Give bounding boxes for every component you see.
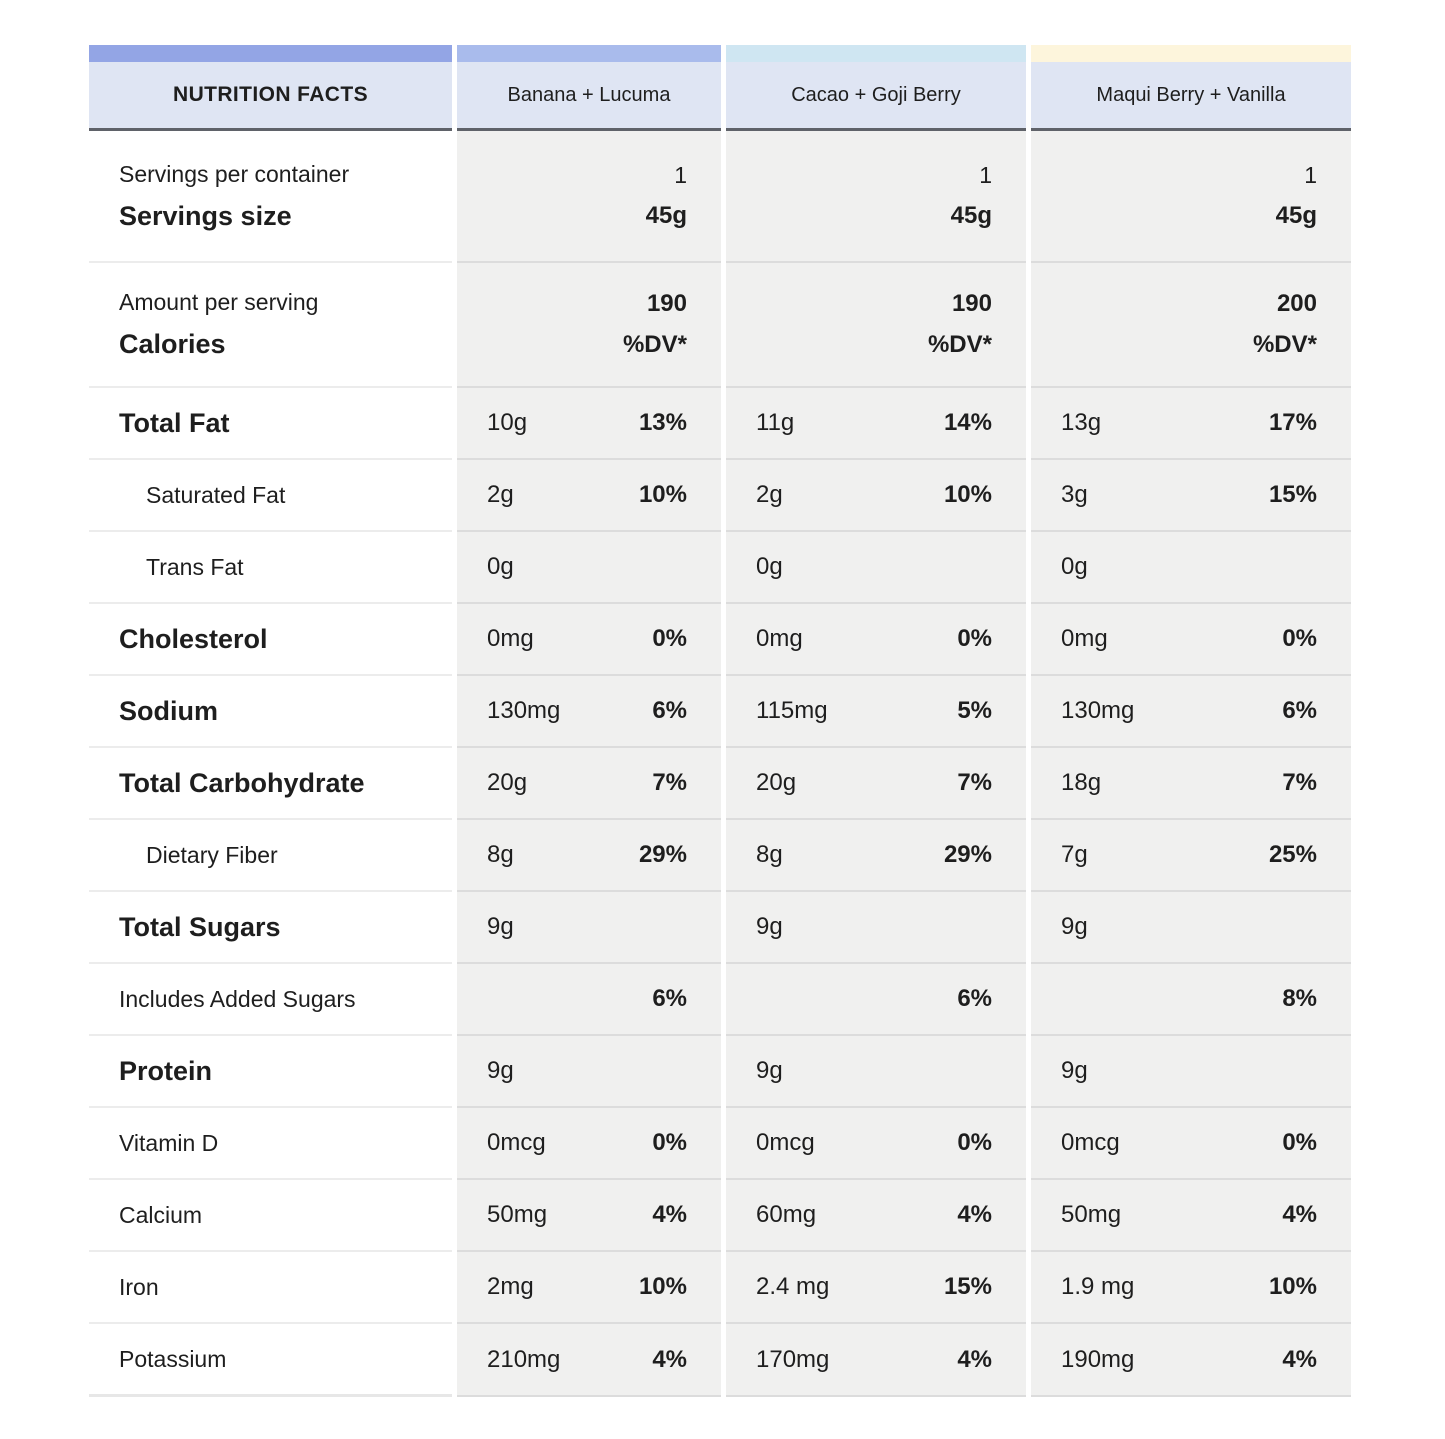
serving-count: 1 xyxy=(979,162,992,188)
nutrient-label: Includes Added Sugars xyxy=(89,962,452,1034)
amount-value: 130mg xyxy=(1061,697,1135,724)
servings-cell xyxy=(457,131,721,261)
nutrient-rows xyxy=(89,386,1351,1397)
nutrient-row xyxy=(89,962,1351,1034)
dv-value: 4% xyxy=(957,1345,992,1373)
amount-value: 1.9 mg xyxy=(1061,1273,1135,1300)
dv-value: 15% xyxy=(1268,481,1317,508)
table-title: NUTRITION FACTS xyxy=(89,62,452,131)
nutrient-label: Potassium xyxy=(89,1322,452,1397)
amount-value: 0g xyxy=(756,553,783,580)
product-header: Cacao + Goji Berry xyxy=(726,62,1026,131)
calories-value: 190 xyxy=(951,290,992,317)
amount-value: 10g xyxy=(487,409,528,436)
amount-value: 9g xyxy=(1061,1057,1088,1084)
dv-value: 0% xyxy=(957,1129,992,1156)
dv-value: 6% xyxy=(652,697,687,724)
nutrient-cell xyxy=(726,1106,1026,1178)
amount-value: 9g xyxy=(756,913,783,940)
amount-value: 20g xyxy=(487,769,528,796)
nutrient-label: Vitamin D xyxy=(89,1106,452,1178)
product-column-bar xyxy=(457,45,721,62)
nutrient-cell xyxy=(457,1250,721,1322)
amount-value: 7g xyxy=(1061,841,1088,868)
amount-value: 50mg xyxy=(1061,1201,1122,1228)
dv-value: 4% xyxy=(957,1201,992,1228)
amount-value: 20g xyxy=(756,769,797,796)
nutrient-label: Iron xyxy=(89,1250,452,1322)
nutrient-cell xyxy=(1031,1322,1351,1397)
nutrient-cell xyxy=(726,962,1026,1034)
serving-size: 45g xyxy=(1275,202,1317,229)
nutrient-cell xyxy=(1031,890,1351,962)
dv-value: 10% xyxy=(943,481,992,508)
servings-size-label: Servings size xyxy=(119,200,292,231)
nutrient-cell xyxy=(726,458,1026,530)
nutrient-cell xyxy=(457,386,721,458)
calories-cell xyxy=(726,261,1026,386)
amount-value: 3g xyxy=(1061,481,1088,508)
servings-label xyxy=(89,131,452,261)
nutrient-label: Trans Fat xyxy=(89,530,452,602)
dv-value: 29% xyxy=(943,841,992,868)
dv-value: 4% xyxy=(652,1345,687,1373)
servings-cell xyxy=(1031,131,1351,261)
amount-value: 9g xyxy=(1061,913,1088,940)
nutrient-cell xyxy=(457,1322,721,1397)
nutrient-label: Sodium xyxy=(89,674,452,746)
amount-value: 115mg xyxy=(756,697,828,724)
dv-value: 15% xyxy=(943,1273,992,1300)
dv-value: 14% xyxy=(943,409,992,436)
dv-value: 6% xyxy=(957,985,992,1012)
amount-per-serving-label: Amount per serving xyxy=(119,289,319,315)
nutrient-row xyxy=(89,1178,1351,1250)
label-column-bar xyxy=(89,45,452,62)
nutrient-cell xyxy=(1031,1106,1351,1178)
nutrient-row xyxy=(89,1322,1351,1397)
nutrient-row xyxy=(89,602,1351,674)
amount-value: 130mg xyxy=(487,697,561,724)
nutrient-row xyxy=(89,458,1351,530)
serving-size: 45g xyxy=(950,202,992,229)
servings-cell xyxy=(726,131,1026,261)
amount-value: 190mg xyxy=(1061,1345,1135,1373)
serving-count: 1 xyxy=(1304,162,1317,188)
servings-row xyxy=(89,131,1351,261)
dv-header: %DV* xyxy=(622,331,687,358)
amount-value: 60mg xyxy=(756,1201,817,1228)
calories-cell xyxy=(1031,261,1351,386)
dv-value: 7% xyxy=(652,769,687,796)
amount-value: 0mg xyxy=(1061,625,1108,652)
dv-value: 7% xyxy=(1282,769,1317,796)
nutrient-cell xyxy=(726,386,1026,458)
servings-per-container-label: Servings per container xyxy=(119,160,350,187)
nutrient-cell xyxy=(1031,962,1351,1034)
dv-value: 0% xyxy=(1282,1129,1317,1156)
nutrient-cell xyxy=(457,530,721,602)
product-column-bar xyxy=(1031,45,1351,62)
dv-value: 5% xyxy=(957,697,992,724)
dv-value: 29% xyxy=(638,841,687,868)
amount-value: 9g xyxy=(756,1057,783,1084)
dv-value: 8% xyxy=(1282,985,1317,1012)
dv-value: 25% xyxy=(1268,841,1317,868)
amount-value: 2g xyxy=(756,481,783,508)
nutrient-label: Saturated Fat xyxy=(89,458,452,530)
amount-value: 11g xyxy=(756,409,795,436)
dv-value: 6% xyxy=(1282,697,1317,724)
nutrient-cell xyxy=(1031,674,1351,746)
top-color-bars xyxy=(89,45,1351,62)
dv-value: 4% xyxy=(652,1201,687,1228)
nutrient-row xyxy=(89,1106,1351,1178)
dv-value: 0% xyxy=(957,625,992,652)
nutrient-row xyxy=(89,674,1351,746)
calories-title: Calories xyxy=(119,329,226,359)
amount-value: 50mg xyxy=(487,1201,548,1228)
dv-value: 7% xyxy=(957,769,992,796)
calories-value: 190 xyxy=(646,290,687,317)
nutrient-cell xyxy=(726,890,1026,962)
amount-value: 2.4 mg xyxy=(756,1273,830,1300)
calories-value: 200 xyxy=(1276,290,1317,317)
nutrient-cell xyxy=(726,1322,1026,1397)
amount-value: 2g xyxy=(487,481,514,508)
nutrient-label: Calcium xyxy=(89,1178,452,1250)
amount-value: 0mcg xyxy=(756,1129,815,1156)
nutrient-label: Total Sugars xyxy=(89,890,452,962)
dv-value: 10% xyxy=(1268,1273,1317,1300)
dv-value: 4% xyxy=(1282,1201,1317,1228)
amount-value: 13g xyxy=(1061,409,1102,436)
dv-value: 6% xyxy=(652,985,687,1012)
table-header-row xyxy=(89,62,1351,131)
nutrient-cell xyxy=(1031,602,1351,674)
nutrient-cell xyxy=(457,1034,721,1106)
nutrient-cell xyxy=(726,530,1026,602)
dv-value: 10% xyxy=(638,1273,687,1300)
calories-cell xyxy=(457,261,721,386)
dv-header: %DV* xyxy=(1252,331,1317,358)
nutrient-cell xyxy=(457,674,721,746)
dv-header: %DV* xyxy=(927,331,992,358)
calories-label xyxy=(89,261,452,386)
nutrient-cell xyxy=(457,1106,721,1178)
nutrient-cell xyxy=(1031,1250,1351,1322)
amount-value: 0mg xyxy=(487,625,534,652)
nutrient-cell xyxy=(457,746,721,818)
amount-value: 0g xyxy=(487,553,514,580)
nutrient-label: Total Fat xyxy=(89,386,452,458)
amount-value: 8g xyxy=(756,841,783,868)
calories-row xyxy=(89,261,1351,386)
nutrient-cell xyxy=(1031,530,1351,602)
nutrient-cell xyxy=(457,962,721,1034)
amount-value: 0g xyxy=(1061,553,1088,580)
nutrient-label: Dietary Fiber xyxy=(89,818,452,890)
dv-value: 0% xyxy=(1282,625,1317,652)
dv-value: 0% xyxy=(652,1129,687,1156)
amount-value: 170mg xyxy=(756,1345,830,1373)
serving-size: 45g xyxy=(645,202,687,229)
nutrient-row xyxy=(89,746,1351,818)
amount-value: 0mcg xyxy=(487,1129,546,1156)
amount-value: 18g xyxy=(1061,769,1102,796)
nutrient-row xyxy=(89,890,1351,962)
nutrient-cell xyxy=(726,602,1026,674)
nutrient-cell xyxy=(1031,746,1351,818)
nutrient-cell xyxy=(726,1034,1026,1106)
nutrient-cell xyxy=(1031,1178,1351,1250)
dv-value: 4% xyxy=(1282,1345,1317,1373)
product-header: Maqui Berry + Vanilla xyxy=(1031,62,1351,131)
amount-value: 2mg xyxy=(487,1273,534,1300)
nutrient-row xyxy=(89,530,1351,602)
dv-value: 0% xyxy=(652,625,687,652)
product-header: Banana + Lucuma xyxy=(457,62,721,131)
dv-value: 13% xyxy=(638,409,687,436)
nutrient-cell xyxy=(726,818,1026,890)
nutrition-comparison-table xyxy=(89,45,1351,1397)
nutrient-label: Protein xyxy=(89,1034,452,1106)
nutrient-row xyxy=(89,818,1351,890)
nutrient-row xyxy=(89,1034,1351,1106)
amount-value: 9g xyxy=(487,913,514,940)
nutrient-label: Cholesterol xyxy=(89,602,452,674)
amount-value: 0mg xyxy=(756,625,803,652)
amount-value: 0mcg xyxy=(1061,1129,1120,1156)
nutrient-cell xyxy=(1031,386,1351,458)
amount-value: 9g xyxy=(487,1057,514,1084)
nutrient-cell xyxy=(1031,818,1351,890)
nutrient-cell xyxy=(726,1178,1026,1250)
serving-count: 1 xyxy=(674,162,687,188)
nutrient-cell xyxy=(457,890,721,962)
nutrient-row xyxy=(89,1250,1351,1322)
dv-value: 17% xyxy=(1268,409,1317,436)
amount-value: 8g xyxy=(487,841,514,868)
nutrient-row xyxy=(89,386,1351,458)
amount-value: 210mg xyxy=(487,1345,561,1373)
nutrient-cell xyxy=(457,458,721,530)
nutrient-cell xyxy=(726,746,1026,818)
nutrient-cell xyxy=(457,602,721,674)
nutrient-cell xyxy=(1031,1034,1351,1106)
nutrient-cell xyxy=(457,1178,721,1250)
nutrient-cell xyxy=(457,818,721,890)
dv-value: 10% xyxy=(638,481,687,508)
nutrient-cell xyxy=(1031,458,1351,530)
nutrient-label: Total Carbohydrate xyxy=(89,746,452,818)
nutrient-cell xyxy=(726,674,1026,746)
product-column-bar xyxy=(726,45,1026,62)
nutrient-cell xyxy=(726,1250,1026,1322)
